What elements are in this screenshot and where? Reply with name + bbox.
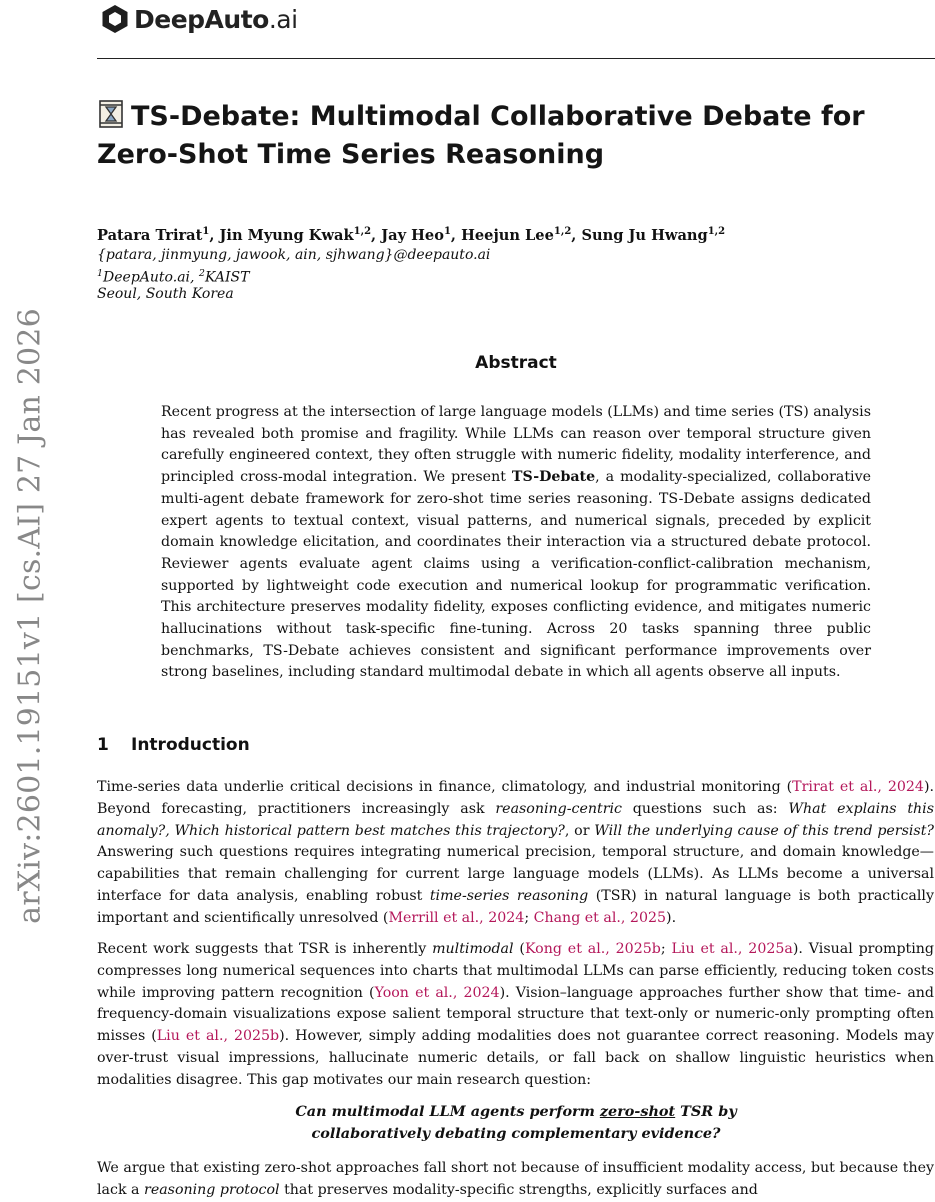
citation-link[interactable]: Merrill et al., 2024 (388, 909, 525, 926)
hourglass-scroll-icon (97, 99, 125, 129)
affiliations: $^1$DeepAuto.ai, $^2$KAIST (97, 268, 250, 286)
citation-link[interactable]: Liu et al., 2025b (156, 1028, 280, 1045)
abstract-text: Recent progress at the intersection of large language models (LLMs) and time series (TS) analysis has revealed both promise and fragility. While LLMs can reason over temporal structure given carefully engineered context, they often struggle with numeric fidelity, modality interference, and principled cross-modal integration. We present TS-Debate, a modality-specialized, collaborative multi-agent debate framework for zero-shot time series reasoning. TS-Debate assigns dedicated expert agents to textual context, visual patterns, and numerical signals, preceded by explicit domain knowledge elicitation, and coordinates their interaction via a structured debate protocol. Reviewer agents evaluate agent claims using a verification-conflict-calibration mechanism, supported by lightweight code execution and numerical lookup for programmatic verification. This architecture preserves modality fidelity, exposes conflicting evidence, and mitigates numeric hallucinations without task-specific fine-tuning. Across 20 tasks spanning three public benchmarks, TS-Debate achieves consistent and significant performance improvements over strong baselines, including standard multimodal debate in which all agents observe all inputs. (161, 404, 871, 681)
header-rule (97, 58, 935, 59)
deepauto-logo (100, 2, 298, 36)
author: Jay Heo (381, 226, 444, 244)
intro-paragraph-1: Time-series data underlie critical decisions in finance, climatology, and industrial monitoring (Trirat et al., 2024). Beyond forecasting, practitioners increasingly ask reasoning-centric questions such as: What explains this anomaly?, Which historical pattern best matches this trajectory?, or Will the underlying cause of this trend persist? Answering such questions requires integrating numerical precision, temporal structure, and domain knowledge—capabilities that remain challenging for current large language models (LLMs). As LLMs become a universal interface for data analysis, enabling robust time-series reasoning (TSR) in natural language is both practically important and scientifically unresolved (Merrill et al., 2024; Chang et al., 2025). (97, 779, 934, 926)
citation-link[interactable]: Yoon et al., 2024 (374, 984, 500, 1001)
author-location: Seoul, South Korea (97, 286, 234, 302)
citation-link[interactable]: Chang et al., 2025 (533, 909, 667, 926)
author-list: Patara Trirat$^1$, Jin Myung Kwak$^{1,2}$, Jay Heo$^1$, Heejun Lee$^{1,2}$, Sung Ju Hwang$^{1,2}$ (97, 226, 726, 244)
paper-title: TS-Debate: Multimodal Collaborative Debate for Zero-Shot Time Series Reasoning (97, 101, 865, 170)
section-heading-introduction: 1 Introduction (97, 735, 250, 755)
citation-link[interactable]: Liu et al., 2025a (671, 941, 793, 957)
abstract-heading: Abstract (475, 353, 557, 373)
author: Heejun Lee (461, 226, 554, 244)
citation-link[interactable]: Trirat et al., 2024 (792, 779, 924, 795)
author-emails: {patara, jinmyung, jawook, ain, sjhwang}@deepauto.ai (97, 247, 491, 263)
author: Jin Myung Kwak (219, 226, 354, 244)
author: Sung Ju Hwang (581, 226, 708, 244)
citation-link[interactable]: Kong et al., 2025b (524, 941, 661, 957)
research-question: Can multimodal LLM agents perform zero-shot TSR by collaboratively debating complementary evidence? (295, 1103, 737, 1142)
author: Patara Trirat (97, 226, 203, 244)
intro-paragraph-3: We argue that existing zero-shot approaches fall short not because of insufficient modality access, but because they lack a reasoning protocol that preserves modality-specific strengths, explicitly surfaces and (97, 1160, 934, 1198)
intro-paragraph-2: Recent work suggests that TSR is inherently multimodal (Kong et al., 2025b; Liu et al., 2025a). Visual prompting compresses long numerical sequences into charts that multimodal LLMs can parse efficiently, reducing token costs while improving pattern recognition (Yoon et al., 2024). Vision–language approaches further show that time- and frequency-domain visualizations expose salient temporal structure that text-only or numeric-only prompting often misses (Liu et al., 2025b). However, simply adding modalities does not guarantee correct reasoning. Models may over-trust visual impressions, hallucinate numeric details, or fall back on shallow linguistic heuristics when modalities disagree. This gap motivates our main research question: (97, 941, 934, 1088)
arxiv-identifier[interactable]: arXiv:2601.19151v1 [cs.AI] 27 Jan 2026 (12, 308, 48, 924)
hexagon-logo-icon (100, 4, 130, 34)
logo-text: DeepAuto.ai (134, 4, 298, 34)
